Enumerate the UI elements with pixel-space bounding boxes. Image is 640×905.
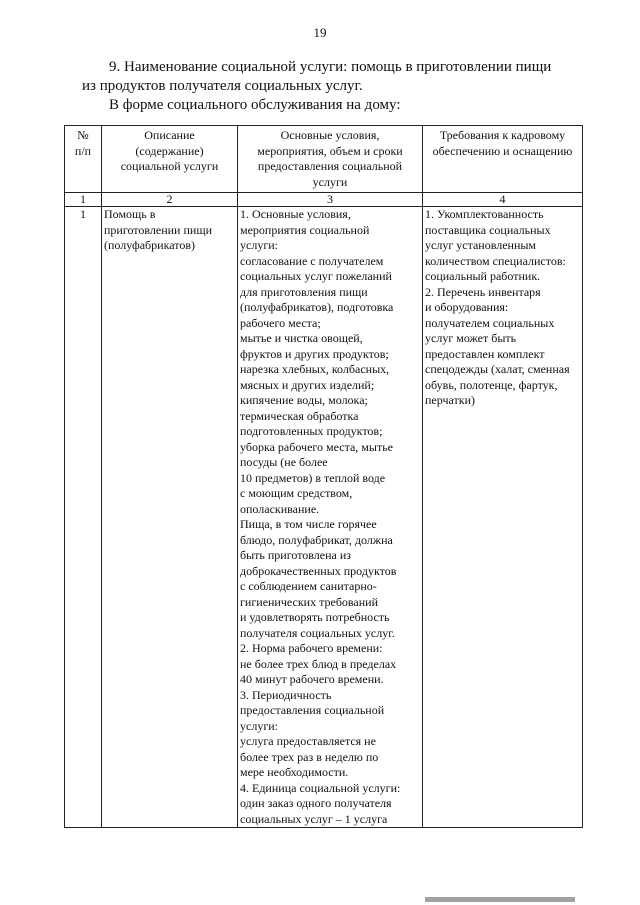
header-requirements: Требования к кадровому обеспечению и оснащению — [423, 126, 583, 193]
service-form-heading: В форме социального обслуживания на дому: — [109, 97, 401, 113]
row-conditions: 1. Основные условия, мероприятия социальной услуги: согласование с получателем социальных услуг пожеланий для приготовления пищи (полуфабрикатов), подготовка рабочего места; мытье и чистка овощей, фруктов и других продуктов; нарезка хлебных, колбасных, мясных и других изделий; кипячение воды, молока; термическая обработка подготовленных продуктов; уборка рабочего места, мытье посуды (не более 10 предметов) в теплой воде с моющим средством, ополаскивание. Пища, в том числе горячее блюдо, полуфабрикат, должна быть приготовлена из доброкачественных продуктов с соблюдением санитарно- гигиенических требований и удовлетворять потребность получателя социальных услуг. 2. Норма рабочего времени: не более трех блюд в пределах 40 минут рабочего времени. 3. Периодичность предоставления социальной услуги: услуга предоставляется не более трех раз в неделю по мере необходимости. 4. Единица социальной услуги: один заказ одного получателя социальных услуг – 1 услуга — [238, 207, 423, 828]
header-description: Описание (содержание) социальной услуги — [102, 126, 238, 193]
service-heading — [82, 58, 582, 96]
table-row — [65, 207, 583, 828]
service-heading-line1: 9. Наименование социальной услуги: помощь в приготовлении пищи — [109, 59, 552, 75]
row-requirements: 1. Укомплектованность поставщика социальных услуг установленным количеством специалистов: социальный работник. 2. Перечень инвентаря и оборудования: получателем социальных услуг может быть предоставлен комплект спецодежды (халат, сменная обувь, полотенце, фартук, перчатки) — [423, 207, 583, 828]
column-number: 3 — [238, 193, 423, 207]
column-number: 4 — [423, 193, 583, 207]
column-number: 2 — [102, 193, 238, 207]
column-number: 1 — [65, 193, 102, 207]
services-table — [64, 125, 583, 828]
header-number: № п/п — [65, 126, 102, 193]
header-conditions: Основные условия, мероприятия, объем и сроки предоставления социальной услуги — [238, 126, 423, 193]
row-description: Помощь в приготовлении пищи (полуфабрикатов) — [102, 207, 238, 828]
page-number: 19 — [313, 25, 327, 40]
service-heading-line2: из продуктов получателя социальных услуг. — [82, 78, 363, 94]
table-header-row — [65, 126, 583, 193]
column-number-row — [65, 193, 583, 207]
scan-artifact-mark — [425, 897, 575, 902]
row-number: 1 — [65, 207, 102, 828]
